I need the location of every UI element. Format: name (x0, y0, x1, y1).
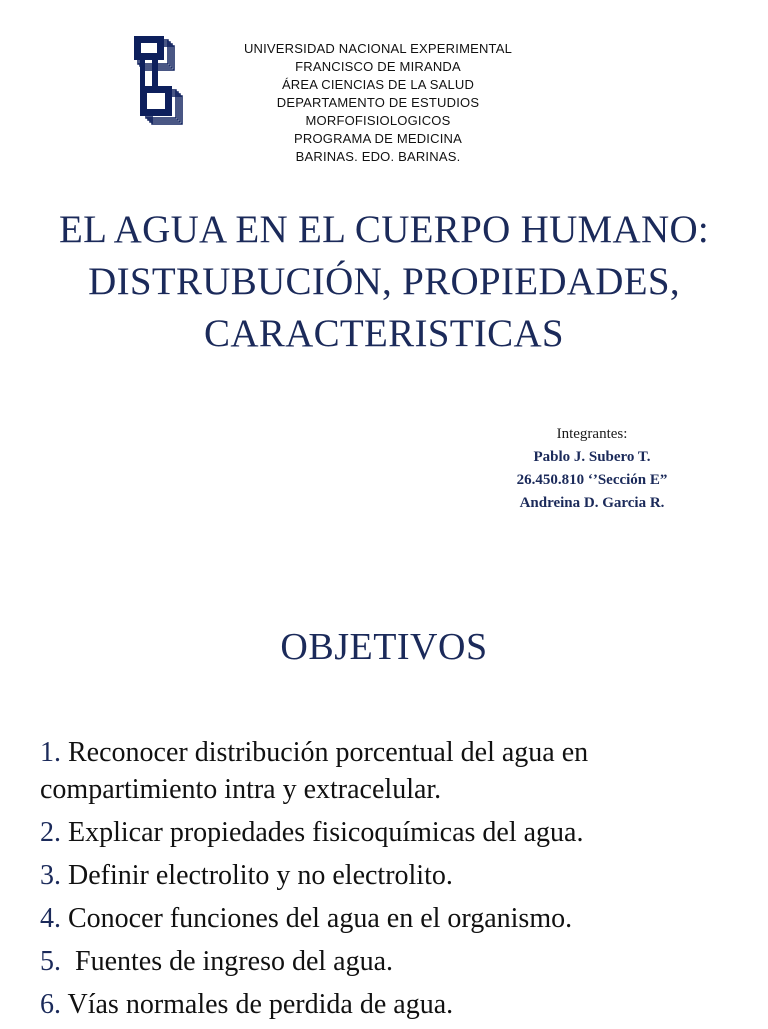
objective-item (40, 943, 740, 980)
objective-number: 6. (40, 989, 61, 1020)
objective-item (40, 734, 740, 808)
document-title (0, 204, 768, 360)
objective-text: Conocer funciones del agua en el organismo. (61, 903, 573, 934)
members-label: Integrantes: (556, 426, 628, 442)
objective-number: 3. (40, 860, 61, 891)
objective-text: Fuentes de ingreso del agua. (61, 946, 394, 977)
university-logo-icon (130, 34, 190, 126)
institution-line: FRANCISCO DE MIRANDA (295, 59, 461, 74)
institution-line: DEPARTAMENTO DE ESTUDIOS (276, 95, 480, 110)
objective-text: Reconocer distribución porcentual del agua en compartimiento intra y extracelular. (40, 737, 589, 805)
objective-item (40, 814, 740, 851)
members-block (470, 423, 714, 515)
institution-line: MORFOFISIOLOGICOS (305, 113, 451, 128)
objective-text: Vías normales de perdida de agua. (61, 989, 454, 1020)
title-line: CARACTERISTICAS (204, 312, 564, 355)
member-line: 26.450.810 ‘’Sección E” (516, 472, 668, 488)
objective-number: 5. (40, 946, 61, 977)
member-line: Pablo J. Subero T. (533, 449, 651, 465)
member-line: Andreina D. Garcia R. (519, 495, 665, 511)
objectives-list (40, 734, 740, 1029)
title-line: DISTRUBUCIÓN, PROPIEDADES, (88, 260, 680, 303)
objective-item (40, 986, 740, 1023)
title-line: EL AGUA EN EL CUERPO HUMANO: (58, 208, 710, 251)
institution-line: BARINAS. EDO. BARINAS. (295, 149, 461, 164)
objective-text: Explicar propiedades fisicoquímicas del agua. (61, 817, 584, 848)
objective-number: 1. (40, 737, 61, 768)
objective-item (40, 857, 740, 894)
objective-number: 4. (40, 903, 61, 934)
institution-header (200, 40, 556, 166)
objective-number: 2. (40, 817, 61, 848)
institution-line: ÁREA CIENCIAS DE LA SALUD (281, 77, 475, 92)
objective-item (40, 900, 740, 937)
objectives-heading: OBJETIVOS (280, 626, 488, 668)
institution-line: UNIVERSIDAD NACIONAL EXPERIMENTAL (243, 41, 513, 56)
objective-text: Definir electrolito y no electrolito. (61, 860, 453, 891)
institution-line: PROGRAMA DE MEDICINA (294, 131, 462, 146)
